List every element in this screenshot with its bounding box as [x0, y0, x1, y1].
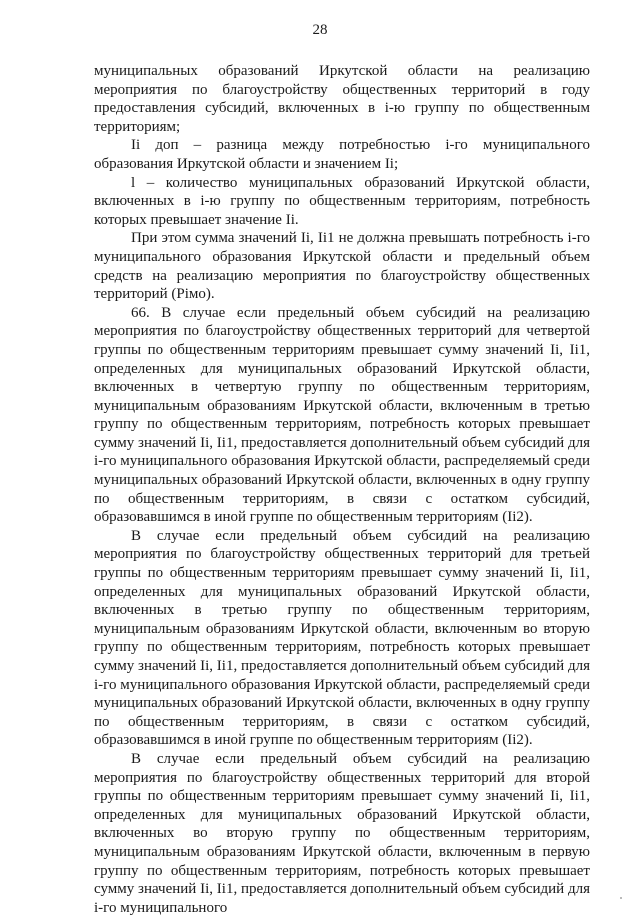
scan-dot	[620, 897, 622, 899]
paragraph-sum-limit: При этом сумма значений Ii, Ii1 не должна превышать потребность i-го муниципального образования Иркутской области и предельный объем средств на реализацию мероприятия по благоустройству общественных территорий (Piмо).	[94, 230, 590, 303]
paragraph-definition-i-dop: Ii доп – разница между потребностью i-го муниципального образования Иркутской области и значением Ii;	[94, 137, 590, 172]
paragraph-item-66: 66. В случае если предельный объем субсидий на реализацию мероприятия по благоустройству общественных территорий для четвертой группы по общественным территориям превышает сумму значений Ii, Ii1, определенных для муниципальных образований Иркутской области, включенных в четвертую группу по общественным территориям, муниципальным образованиям Иркутской области, включенным в третью группу по общественным территориям, потребность которых превышает сумму значений Ii, Ii1, предоставляется дополнительный объем субсидий для i-го муниципального образования Иркутской области, распределяемый среди муниципальных образований Иркутской области, включенных в одну группу по общественным территориям, в связи с остатком субсидий, образовавшимся в иной группе по общественным территориям (Ii2).	[94, 304, 590, 526]
paragraph-definition-l: l – количество муниципальных образований Иркутской области, включенных в i-ю группу по общественным территориям, потребность которых превышает значение Ii.	[94, 174, 590, 228]
paragraph-third-group: В случае если предельный объем субсидий на реализацию мероприятия по благоустройству общественных территорий для третьей группы по общественным территориям превышает сумму значений Ii, Ii1, определенных для муниципальных образований Иркутской области, включенных в третью группу по общественным территориям, муниципальным образованиям Иркутской области, включенным во вторую группу по общественным территориям, потребность которых превышает сумму значений Ii, Ii1, предоставляется дополнительный объем субсидий для i-го муниципального образования Иркутской области, распределяемый среди муниципальных образований Иркутской области, включенных в одну группу по общественным территориям, в связи с остатком субсидий, образовавшимся в иной группе по общественным территориям (Ii2).	[94, 527, 590, 749]
document-body	[94, 62, 590, 917]
page-number: 28	[312, 22, 328, 38]
paragraph-second-group: В случае если предельный объем субсидий на реализацию мероприятия по благоустройству общественных территорий для второй группы по общественным территориям превышает сумму значений Ii, Ii1, определенных для муниципальных образований Иркутской области, включенных во вторую группу по общественным территориям, муниципальным образованиям Иркутской области, включенным в первую группу по общественным территориям, потребность которых превышает сумму значений Ii, Ii1, предоставляется дополнительный объем субсидий для i-го муниципального	[94, 750, 590, 916]
paragraph-continuation: муниципальных образований Иркутской области на реализацию мероприятия по благоустройству общественных территорий в году предоставления субсидий, включенных в i-ю группу по общественным территориям;	[94, 63, 590, 135]
